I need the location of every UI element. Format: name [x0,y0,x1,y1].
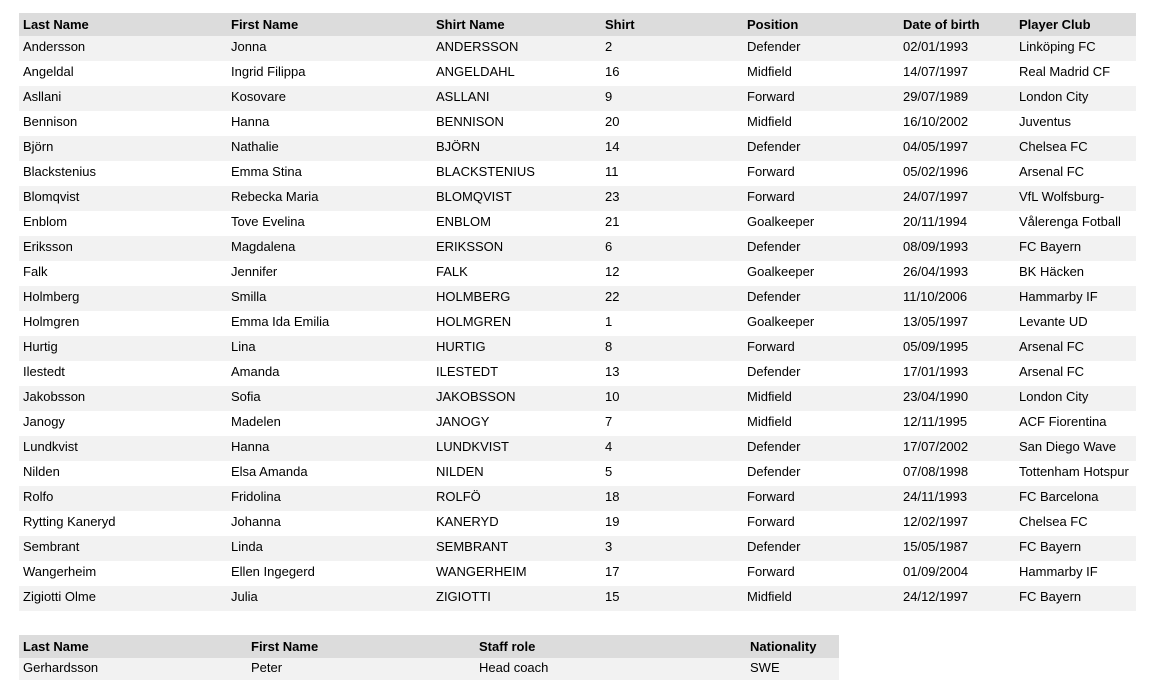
table-cell [1015,186,1136,211]
table-row [19,111,1136,136]
table-cell: Nathalie [227,136,432,161]
table-cell: 04/05/1997 [899,136,1015,161]
club-name: San Diego Wave [1019,439,1117,454]
column-header: Shirt Name [432,13,601,36]
table-cell: ANGELDAHL [436,64,515,79]
table-cell: 17/07/2002 [899,436,1015,461]
table-cell: 13/05/1997 [903,314,969,329]
table-row [19,561,1136,586]
club-name: FC Bayern [1019,589,1082,604]
table-cell: Hurtig [19,336,227,361]
table-row [19,411,1136,436]
table-cell: 1 [605,314,613,329]
table-cell: 15 [601,586,743,611]
table-cell: Defender [743,286,899,311]
table-cell: Jonna [227,36,432,61]
table-cell [1015,511,1136,536]
table-cell: 21 [605,214,620,229]
table-cell: Holmgren [23,314,80,329]
table-cell: NILDEN [436,464,484,479]
table-cell: 29/07/1989 [899,86,1015,111]
table-cell: Ilestedt [23,364,65,379]
table-cell: Defender [743,536,899,561]
table-cell: Forward [743,486,899,511]
table-cell: Andersson [19,36,227,61]
table-cell: 14/07/1997 [903,64,969,79]
club-name: VfL Wolfsburg- [1019,189,1105,204]
table-cell: Midfield [747,114,792,129]
table-row [19,511,1136,536]
table-cell: Nilden [23,464,60,479]
table-cell: Björn [19,136,227,161]
table-cell: 12/11/1995 [903,414,968,429]
table-cell: 8 [601,336,743,361]
table-cell: 7 [605,414,613,429]
club-name: Levante UD [1019,314,1088,329]
table-cell [1015,586,1136,611]
table-cell: 24/07/1997 [899,186,1015,211]
table-cell: BJÖRN [432,136,601,161]
club-name: Juventus [1019,114,1072,129]
table-cell: Angeldal [23,64,74,79]
club-name: Arsenal FC [1019,364,1085,379]
column-header: Last Name [19,635,247,658]
table-cell: 20 [605,114,620,129]
table-cell: Midfield [743,386,899,411]
table-cell: Amanda [231,364,280,379]
table-cell: Johanna [231,514,281,529]
table-cell: Eriksson [19,236,227,261]
table-cell: 24/11/1993 [899,486,1015,511]
table-cell: Linda [227,536,432,561]
table-cell: JANOGY [436,414,490,429]
table-cell: Forward [747,564,795,579]
table-cell: 2 [601,36,743,61]
table-cell: 11/10/2006 [899,286,1015,311]
table-cell: Defender [743,436,899,461]
table-cell: Lina [227,336,432,361]
table-row [19,236,1136,261]
table-cell [1015,61,1136,86]
table-cell: Defender [747,364,801,379]
club-name: Hammarby IF [1019,289,1098,304]
table-row [19,386,1136,411]
column-header: Last Name [19,13,227,36]
table-cell: 26/04/1993 [903,264,969,279]
table-row [19,486,1136,511]
table-cell: Smilla [227,286,432,311]
table-cell: 12/02/1997 [903,514,969,529]
table-cell [1015,461,1136,486]
table-cell: Blackstenius [23,164,96,179]
table-cell: 18 [601,486,743,511]
table-cell: Blomqvist [19,186,227,211]
table-row [19,61,1136,86]
table-cell [1015,261,1136,286]
table-cell: 4 [601,436,743,461]
column-header: Player Club [1015,13,1136,36]
table-row [19,286,1136,311]
table-cell [1015,486,1136,511]
table-cell: Fridolina [227,486,432,511]
column-header: Position [743,13,899,36]
table-cell: 15/05/1987 [899,536,1015,561]
table-cell: Jakobsson [19,386,227,411]
club-name: Linköping FC [1019,39,1096,54]
table-cell: ZIGIOTTI [432,586,601,611]
table-cell: ENBLOM [436,214,491,229]
table-cell: Julia [227,586,432,611]
table-cell [1015,436,1136,461]
players-header-row [19,13,1136,36]
table-cell: Forward [747,164,795,179]
table-cell: Sembrant [19,536,227,561]
club-name: Chelsea FC [1019,139,1088,154]
table-cell: 12 [605,264,620,279]
table-row [19,136,1136,161]
table-row [19,211,1136,236]
table-row [19,658,839,680]
table-cell [1015,311,1136,336]
club-name: Arsenal FC [1019,164,1085,179]
table-cell: 16/10/2002 [903,114,969,129]
table-cell: 05/09/1995 [899,336,1015,361]
table-cell: BLACKSTENIUS [436,164,535,179]
club-name: FC Bayern [1019,239,1082,254]
table-cell [1015,411,1136,436]
table-cell: Bennison [23,114,78,129]
table-cell: 24/12/1997 [899,586,1015,611]
table-cell [1015,386,1136,411]
table-cell: Sofia [227,386,432,411]
table-row [19,336,1136,361]
table-cell: LUNDKVIST [432,436,601,461]
table-cell: Tove Evelina [231,214,305,229]
table-cell: Forward [743,186,899,211]
column-header: Date of birth [899,13,1015,36]
table-cell: 9 [601,86,743,111]
table-cell: SWE [746,658,839,680]
table-cell: Hanna [227,436,432,461]
table-cell: 02/01/1993 [899,36,1015,61]
table-cell: ERIKSSON [432,236,601,261]
table-cell: Kosovare [227,86,432,111]
table-cell: Lundkvist [19,436,227,461]
table-cell: Gerhardsson [19,658,247,680]
table-cell: SEMBRANT [432,536,601,561]
table-cell: Peter [247,658,475,680]
table-cell: 22 [601,286,743,311]
table-cell [1015,536,1136,561]
table-cell: FALK [436,264,468,279]
table-row [19,261,1136,286]
table-cell: Magdalena [227,236,432,261]
table-cell: 19 [605,514,620,529]
club-name: Real Madrid CF [1019,64,1111,79]
table-cell: 20/11/1994 [903,214,968,229]
table-cell: 01/09/2004 [903,564,969,579]
table-cell: Hanna [231,114,270,129]
club-name: Vålerenga Fotball [1019,214,1121,229]
table-cell: 23/04/1990 [899,386,1015,411]
table-cell: HOLMBERG [432,286,601,311]
table-cell: Defender [743,236,899,261]
table-cell: Jennifer [231,264,278,279]
table-row [19,461,1136,486]
table-cell [1015,561,1136,586]
table-cell: Goalkeeper [747,214,815,229]
table-cell [1015,86,1136,111]
table-cell: 05/02/1996 [903,164,969,179]
table-cell: Falk [23,264,48,279]
table-cell: Defender [747,464,801,479]
table-cell: Wangerheim [23,564,97,579]
table-cell: 3 [601,536,743,561]
staff-table-body [19,658,839,680]
table-cell: Emma Stina [231,164,302,179]
table-cell: Rolfo [19,486,227,511]
table-cell [1015,111,1136,136]
table-cell [1015,36,1136,61]
table-cell: WANGERHEIM [436,564,527,579]
table-cell: Enblom [23,214,68,229]
table-cell: Rebecka Maria [227,186,432,211]
table-cell: JAKOBSSON [432,386,601,411]
table-cell: BENNISON [436,114,504,129]
table-cell: Midfield [743,586,899,611]
table-cell [1015,136,1136,161]
players-table-body [19,36,1136,611]
table-cell: Elsa Amanda [231,464,308,479]
club-name: Arsenal FC [1019,339,1085,354]
table-cell: ROLFÖ [432,486,601,511]
club-name: Tottenham Hotspur [1019,464,1129,479]
table-cell: Rytting Kaneryd [23,514,116,529]
club-name: London City [1019,389,1089,404]
table-cell: ASLLANI [432,86,601,111]
table-cell: Forward [743,336,899,361]
table-cell: Forward [747,514,795,529]
table-cell: Ellen Ingegerd [231,564,315,579]
table-cell: 17 [605,564,620,579]
column-header: Shirt [601,13,743,36]
table-row [19,86,1136,111]
table-cell: 5 [605,464,613,479]
table-cell: 6 [601,236,743,261]
club-name: BK Häcken [1019,264,1085,279]
table-cell [1015,336,1136,361]
table-cell: Forward [743,86,899,111]
table-cell: ANDERSSON [432,36,601,61]
table-cell: Madelen [231,414,281,429]
table-cell [1015,211,1136,236]
table-cell: 17/01/1993 [903,364,969,379]
table-row [19,186,1136,211]
table-cell: Defender [743,136,899,161]
table-row [19,161,1136,186]
club-name: ACF Fiorentina [1019,414,1107,429]
table-cell: HOLMGREN [436,314,512,329]
table-cell: Ingrid Filippa [231,64,306,79]
table-cell: 23 [601,186,743,211]
club-name: Chelsea FC [1019,514,1088,529]
table-row [19,311,1136,336]
staff-table [19,635,839,680]
table-cell: Zigiotti Olme [19,586,227,611]
table-cell: 10 [601,386,743,411]
table-cell [1015,286,1136,311]
column-header: Staff role [475,635,746,658]
table-row [19,436,1136,461]
table-cell [1015,161,1136,186]
table-cell: 14 [601,136,743,161]
club-name: London City [1019,89,1089,104]
table-cell: HURTIG [432,336,601,361]
table-cell: Asllani [19,86,227,111]
table-cell: Janogy [23,414,65,429]
table-row [19,361,1136,386]
table-cell: Goalkeeper [747,264,815,279]
table-cell: BLOMQVIST [432,186,601,211]
players-table [19,13,1136,611]
table-cell [1015,236,1136,261]
table-row [19,536,1136,561]
table-cell: 07/08/1998 [903,464,969,479]
table-row [19,36,1136,61]
table-cell: Goalkeeper [747,314,815,329]
table-cell: 11 [605,164,619,179]
table-cell [1015,361,1136,386]
table-cell: Head coach [475,658,746,680]
table-cell: Emma Ida Emilia [231,314,330,329]
column-header: Nationality [746,635,839,658]
column-header: First Name [227,13,432,36]
club-name: FC Barcelona [1019,489,1099,504]
club-name: Hammarby IF [1019,564,1098,579]
column-header: First Name [247,635,475,658]
table-cell: Defender [743,36,899,61]
table-cell: 16 [605,64,620,79]
table-cell: KANERYD [436,514,499,529]
table-cell: 13 [605,364,620,379]
staff-header-row [19,635,839,658]
table-row [19,586,1136,611]
table-cell: Midfield [747,414,792,429]
club-name: FC Bayern [1019,539,1082,554]
table-cell: Midfield [747,64,792,79]
table-cell: 08/09/1993 [899,236,1015,261]
table-cell: ILESTEDT [436,364,499,379]
table-cell: Holmberg [19,286,227,311]
